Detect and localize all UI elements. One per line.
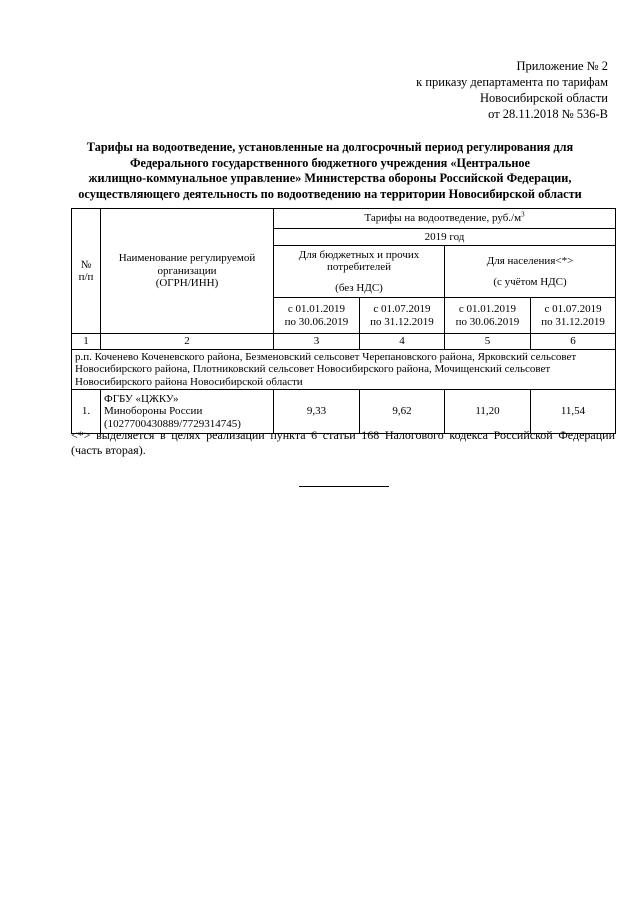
order-region: Новосибирской области xyxy=(479,91,608,105)
column-numbers-row xyxy=(72,334,616,350)
col-header-number: № п/п xyxy=(72,209,101,334)
column-number: 3 xyxy=(274,334,360,350)
column-number: 2 xyxy=(101,334,274,350)
col-header-organization: Наименование регулируемой организации (ОГРН/ИНН) xyxy=(101,209,274,334)
appendix-header xyxy=(416,58,608,122)
appendix-number: Приложение № 2 xyxy=(516,59,608,73)
title-line-1: Тарифы на водоотведение, установленные на долгосрочный период регулирования для xyxy=(86,140,574,154)
table-row xyxy=(72,390,616,434)
title-line-4: осуществляющего деятельность по водоотведению на территории Новосибирской области xyxy=(78,186,582,201)
tariff-value: 11,20 xyxy=(445,390,531,434)
column-number: 5 xyxy=(445,334,531,350)
column-number: 1 xyxy=(72,334,101,350)
document-title xyxy=(60,140,600,202)
row-number: 1. xyxy=(72,390,101,434)
period-header: с 01.01.2019 по 30.06.2019 xyxy=(445,298,531,334)
order-reference: к приказу департамента по тарифам xyxy=(416,75,608,89)
organization-name: ФГБУ «ЦЖКУ» Минобороны России (1027700430889/7729314745) xyxy=(101,390,274,434)
period-header: с 01.07.2019 по 31.12.2019 xyxy=(531,298,616,334)
col-header-year: 2019 год xyxy=(274,229,616,246)
order-date: от 28.11.2018 № 536-В xyxy=(488,107,608,121)
period-header: с 01.01.2019 по 30.06.2019 xyxy=(274,298,360,334)
column-number: 6 xyxy=(531,334,616,350)
tariff-table xyxy=(71,208,616,434)
col-header-tariffs: Тарифы на водоотведение, $руб./м^3$ xyxy=(274,209,616,229)
title-line-3: жилищно-коммунальное управление» Министерства обороны Российской Федерации, xyxy=(88,171,572,185)
column-number: 4 xyxy=(360,334,445,350)
territory-row: р.п. Коченево Коченевского района, Безменовский сельсовет Черепановского района, Ярковский сельсовет Новосибирского района, Плотниковский сельсовет Новосибирского района, Мочищенский сельсовет Новосибирского района Новосибирской области xyxy=(72,349,616,390)
col-header-group-population: Для населения<*> (с учётом НДС) xyxy=(445,246,616,298)
tariff-value: 9,62 xyxy=(360,390,445,434)
tariff-value: 9,33 xyxy=(274,390,360,434)
title-line-2: Федерального государственного бюджетного учреждения «Центральное xyxy=(129,155,531,170)
closing-rule xyxy=(299,486,389,487)
col-header-group-budget: Для бюджетных и прочих потребителей (без НДС) xyxy=(274,246,445,298)
period-header: с 01.07.2019 по 31.12.2019 xyxy=(360,298,445,334)
tariff-value: 11,54 xyxy=(531,390,616,434)
footnote: <*> выделяется в целях реализации пункта 6 статьи 168 Налогового кодекса Российской Федерации (часть вторая). xyxy=(71,428,615,457)
